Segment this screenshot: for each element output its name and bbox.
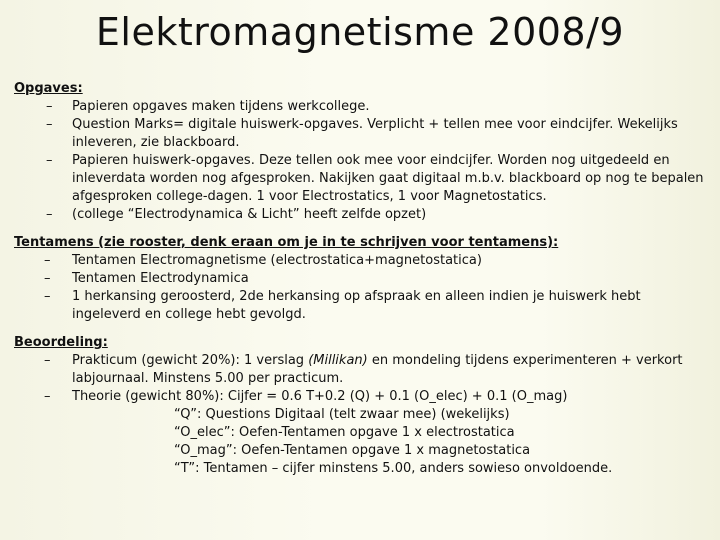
list-item	[14, 206, 704, 224]
slide-content	[14, 80, 704, 488]
dash-bullet: –	[44, 253, 51, 268]
beoordeling-list	[14, 352, 704, 406]
list-item	[14, 270, 704, 288]
list-item	[14, 352, 704, 388]
opgaves-list	[14, 98, 704, 224]
dash-bullet: –	[46, 99, 53, 114]
dash-bullet: –	[44, 271, 51, 286]
section-opgaves	[14, 80, 704, 224]
practicum-text-post: en mondeling tijdens experimenteren + verkort labjournaal. Minstens 5.00 per practicum.	[72, 353, 683, 386]
list-item-text: Papieren opgaves maken tijdens werkcollege.	[72, 99, 370, 114]
dash-bullet: –	[46, 117, 53, 132]
list-item-text: 1 herkansing geroosterd, 2de herkansing op afspraak en alleen indien je huiswerk hebt ingeleverd en college hebt gevolgd.	[72, 289, 641, 322]
list-item-text: Papieren huiswerk-opgaves. Deze tellen ook mee voor eindcijfer. Worden nog uitgedeeld en inleverdata worden nog afgesproken. Nakijken gaat digitaal m.b.v. blackboard op nog te bepalen afgesproken college-dagen. 1 voor Electrostatics, 1 voor Magnetostatics.	[72, 153, 704, 204]
definition-item: “O_mag”: Oefen-Tentamen opgave 1 x magnetostatica	[174, 443, 531, 458]
heading-tentamens[interactable]: Tentamens (zie rooster, denk eraan om je in te schrijven voor tentamens):	[14, 235, 559, 250]
practicum-report-name: (Millikan)	[308, 353, 368, 368]
heading-beoordeling[interactable]: Beoordeling:	[14, 335, 108, 350]
list-item	[14, 252, 704, 270]
dash-bullet: –	[44, 289, 51, 304]
slide-title: Elektromagnetisme 2008/9	[95, 10, 625, 54]
definition-item: “T”: Tentamen – cijfer minstens 5.00, anders sowieso onvoldoende.	[174, 461, 613, 476]
dash-bullet: –	[44, 353, 51, 368]
list-item-text: Tentamen Electrodynamica	[72, 271, 249, 286]
heading-opgaves[interactable]: Opgaves:	[14, 81, 83, 96]
grade-definitions	[14, 406, 704, 478]
list-item	[14, 116, 704, 152]
theorie-formula: Theorie (gewicht 80%): Cijfer = 0.6 T+0.2 (Q) + 0.1 (O_elec) + 0.1 (O_mag)	[72, 389, 568, 404]
section-tentamens	[14, 234, 704, 324]
tentamens-list	[14, 252, 704, 324]
practicum-text-pre: Prakticum (gewicht 20%): 1 verslag	[72, 353, 309, 368]
dash-bullet: –	[46, 153, 53, 168]
section-beoordeling	[14, 334, 704, 478]
definition-item: “O_elec”: Oefen-Tentamen opgave 1 x electrostatica	[174, 425, 515, 440]
list-item	[14, 288, 704, 324]
list-item-text: (college “Electrodynamica & Licht” heeft zelfde opzet)	[72, 207, 427, 222]
list-item-text: Tentamen Electromagnetisme (electrostatica+magnetostatica)	[72, 253, 482, 268]
dash-bullet: –	[44, 389, 51, 404]
definition-item: “Q”: Questions Digitaal (telt zwaar mee) (wekelijks)	[174, 407, 510, 422]
list-item	[14, 152, 704, 206]
list-item-text: Question Marks= digitale huiswerk-opgaves. Verplicht + tellen mee voor eindcijfer. Wekelijks inleveren, zie blackboard.	[72, 117, 678, 150]
dash-bullet: –	[46, 207, 53, 222]
list-item	[14, 98, 704, 116]
list-item	[14, 388, 704, 406]
